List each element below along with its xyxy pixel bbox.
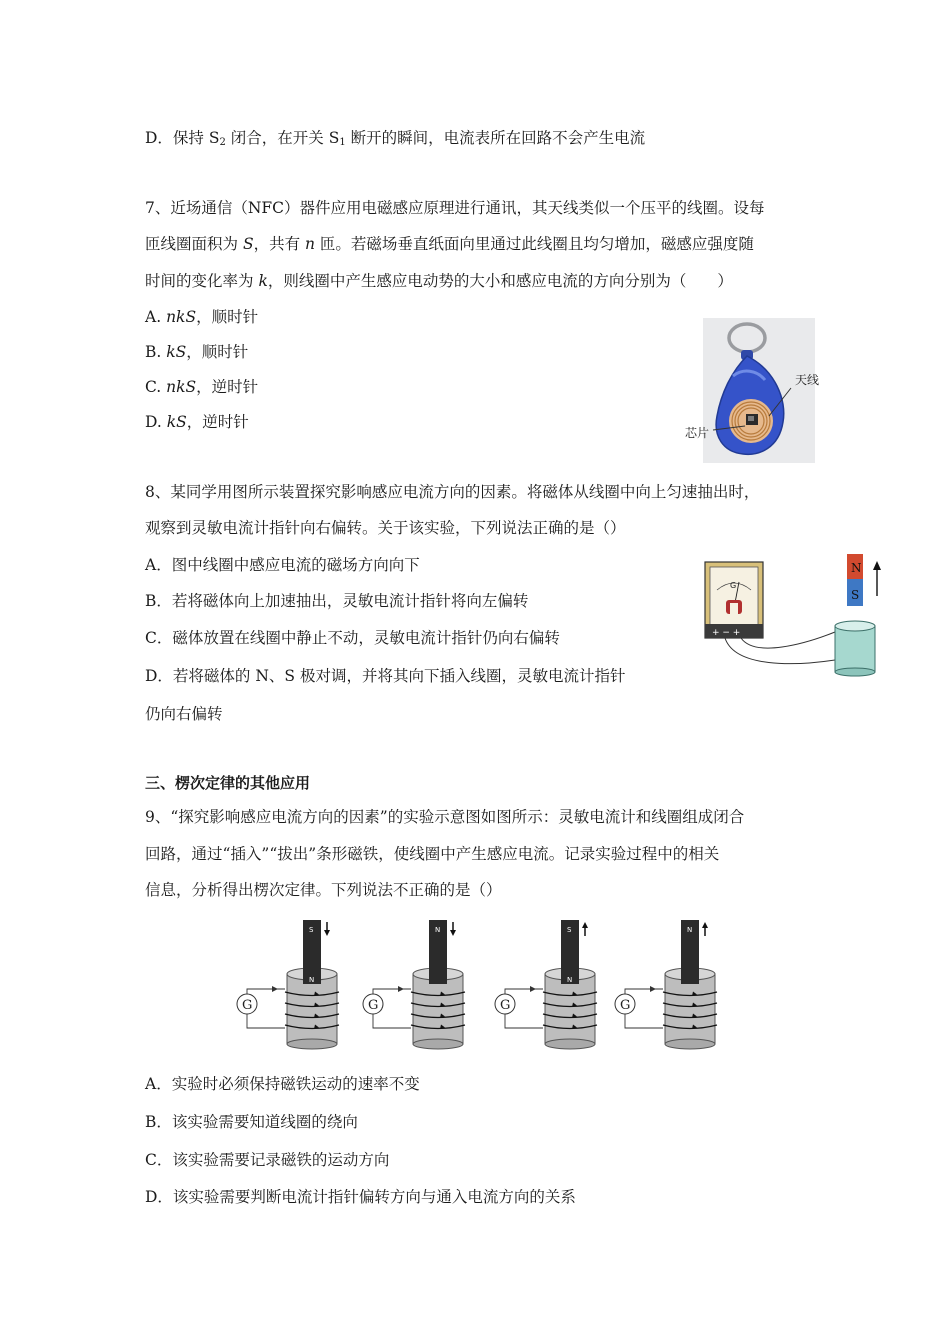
circuit-wire <box>505 1014 543 1028</box>
q9-option-a: A．实验时必须保持磁铁运动的速率不变 <box>145 1075 420 1093</box>
q9-stem-line3: 信息，分析得出楞次定律。下列说法不正确的是（） <box>145 881 502 899</box>
magnet-bottom-pole: N <box>567 976 573 984</box>
q9-option-b: B．该实验需要知道线圈的绕向 <box>145 1113 358 1131</box>
q8-option-a: A．图中线圈中感应电流的磁场方向向下 <box>145 556 420 574</box>
arrow-down-head <box>450 930 456 936</box>
wire-arrow-icon <box>530 986 536 992</box>
galvanometer-label: G <box>368 998 379 1013</box>
wire-arrow-icon <box>650 986 656 992</box>
galvanometer-label: G <box>242 998 253 1013</box>
magnet-top-pole: N <box>435 926 441 934</box>
meter-terminals: + − + <box>712 628 741 638</box>
section-heading: 三、楞次定律的其他应用 <box>145 774 311 792</box>
magnet-bottom-pole: N <box>309 976 315 984</box>
q8-option-d-line2: 仍向右偏转 <box>145 705 223 723</box>
q8-stem-line1: 8、某同学用图所示装置探究影响感应电流方向的因素。将磁体从线圈中向上匀速抽出时， <box>145 483 760 501</box>
chip-label: 芯片 <box>685 426 710 440</box>
lenz-experiment-figure <box>232 912 732 1054</box>
wire-arrow-icon <box>272 986 278 992</box>
coil-bottom <box>545 1039 595 1049</box>
q7-option-b: B. kS，顺时针 <box>145 343 249 361</box>
wire-arrow-icon <box>398 986 404 992</box>
coil-body <box>665 974 715 1044</box>
q8-stem-line2: 观察到灵敏电流计指针向右偏转。关于该实验，下列说法正确的是（） <box>145 519 626 537</box>
q9-option-d: D．该实验需要判断电流计指针偏转方向与通入电流方向的关系 <box>145 1188 576 1206</box>
circuit-wire <box>247 989 285 994</box>
q9-stem-line1: 9、“探究影响感应电流方向的因素”的实验示意图如图所示：灵敏电流计和线圈组成闭合 <box>145 808 745 826</box>
magnet-top-pole: S <box>567 926 572 934</box>
antenna-label: 天线 <box>795 373 820 387</box>
nfc-keyfob-image <box>683 318 820 463</box>
circuit-wire <box>373 989 411 994</box>
galvanometer-apparatus-figure <box>695 548 895 676</box>
q7-stem-line2: 匝线圈面积为 S，共有 n 匝。若磁场垂直纸面向里通过此线圈且均匀增加，磁感应强度随 <box>145 235 754 253</box>
q9-stem-line2: 回路，通过“插入”“拔出”条形磁铁，使线圈中产生感应电流。记录实验过程中的相关 <box>145 845 720 863</box>
circuit-wire <box>625 989 663 994</box>
coil-bottom <box>287 1039 337 1049</box>
meter-letter: G <box>730 581 737 590</box>
q8-option-b: B．若将磁体向上加速抽出，灵敏电流计指针将向左偏转 <box>145 592 529 610</box>
circuit-wire <box>625 1014 663 1028</box>
arrow-up-head <box>702 922 708 928</box>
q6-option-d: D．保持 $S_2$ 闭合，在开关 $S_1$ 断开的瞬间，电流表所在回路不会产生电流 <box>145 129 646 148</box>
coil-body <box>545 974 595 1044</box>
coil-bottom <box>665 1039 715 1049</box>
magnet-top-pole: S <box>309 926 314 934</box>
circuit-wire <box>505 989 543 994</box>
q8-option-d-line1: D．若将磁体的 N、S 极对调，并将其向下插入线圈，灵敏电流计指针 <box>145 667 626 685</box>
circuit-wire <box>247 1014 285 1028</box>
q8-option-c: C．磁体放置在线圈中静止不动，灵敏电流计指针仍向右偏转 <box>145 629 560 647</box>
nfc-keyfob-figure <box>683 318 820 463</box>
circuit-wire <box>373 1014 411 1028</box>
q7-stem-line1: 7、近场通信（NFC）器件应用电磁感应原理进行通讯，其天线类似一个压平的线圈。设每 <box>145 199 765 217</box>
q9-option-c: C．该实验需要记录磁铁的运动方向 <box>145 1151 390 1169</box>
magnet-top-pole: N <box>687 926 693 934</box>
galvanometer-apparatus-image <box>695 548 895 676</box>
q7-stem-line3: 时间的变化率为 k，则线圈中产生感应电动势的大小和感应电流的方向分别为（ ） <box>145 272 733 290</box>
lenz-experiment-image <box>232 912 732 1054</box>
galvanometer-label: G <box>620 998 631 1013</box>
coil-bottom <box>413 1039 463 1049</box>
arrow-up-head <box>582 922 588 928</box>
galvanometer-label: G <box>500 998 511 1013</box>
magnet-s-label: S <box>851 588 860 602</box>
q7-option-c: C. nkS，逆时针 <box>145 378 259 396</box>
magnet-n-label: N <box>851 561 862 575</box>
arrow-down-head <box>324 930 330 936</box>
coil-body <box>413 974 463 1044</box>
coil-body <box>287 974 337 1044</box>
q7-option-a: A. nkS，顺时针 <box>145 308 259 326</box>
q7-option-d: D. kS，逆时针 <box>145 413 249 431</box>
